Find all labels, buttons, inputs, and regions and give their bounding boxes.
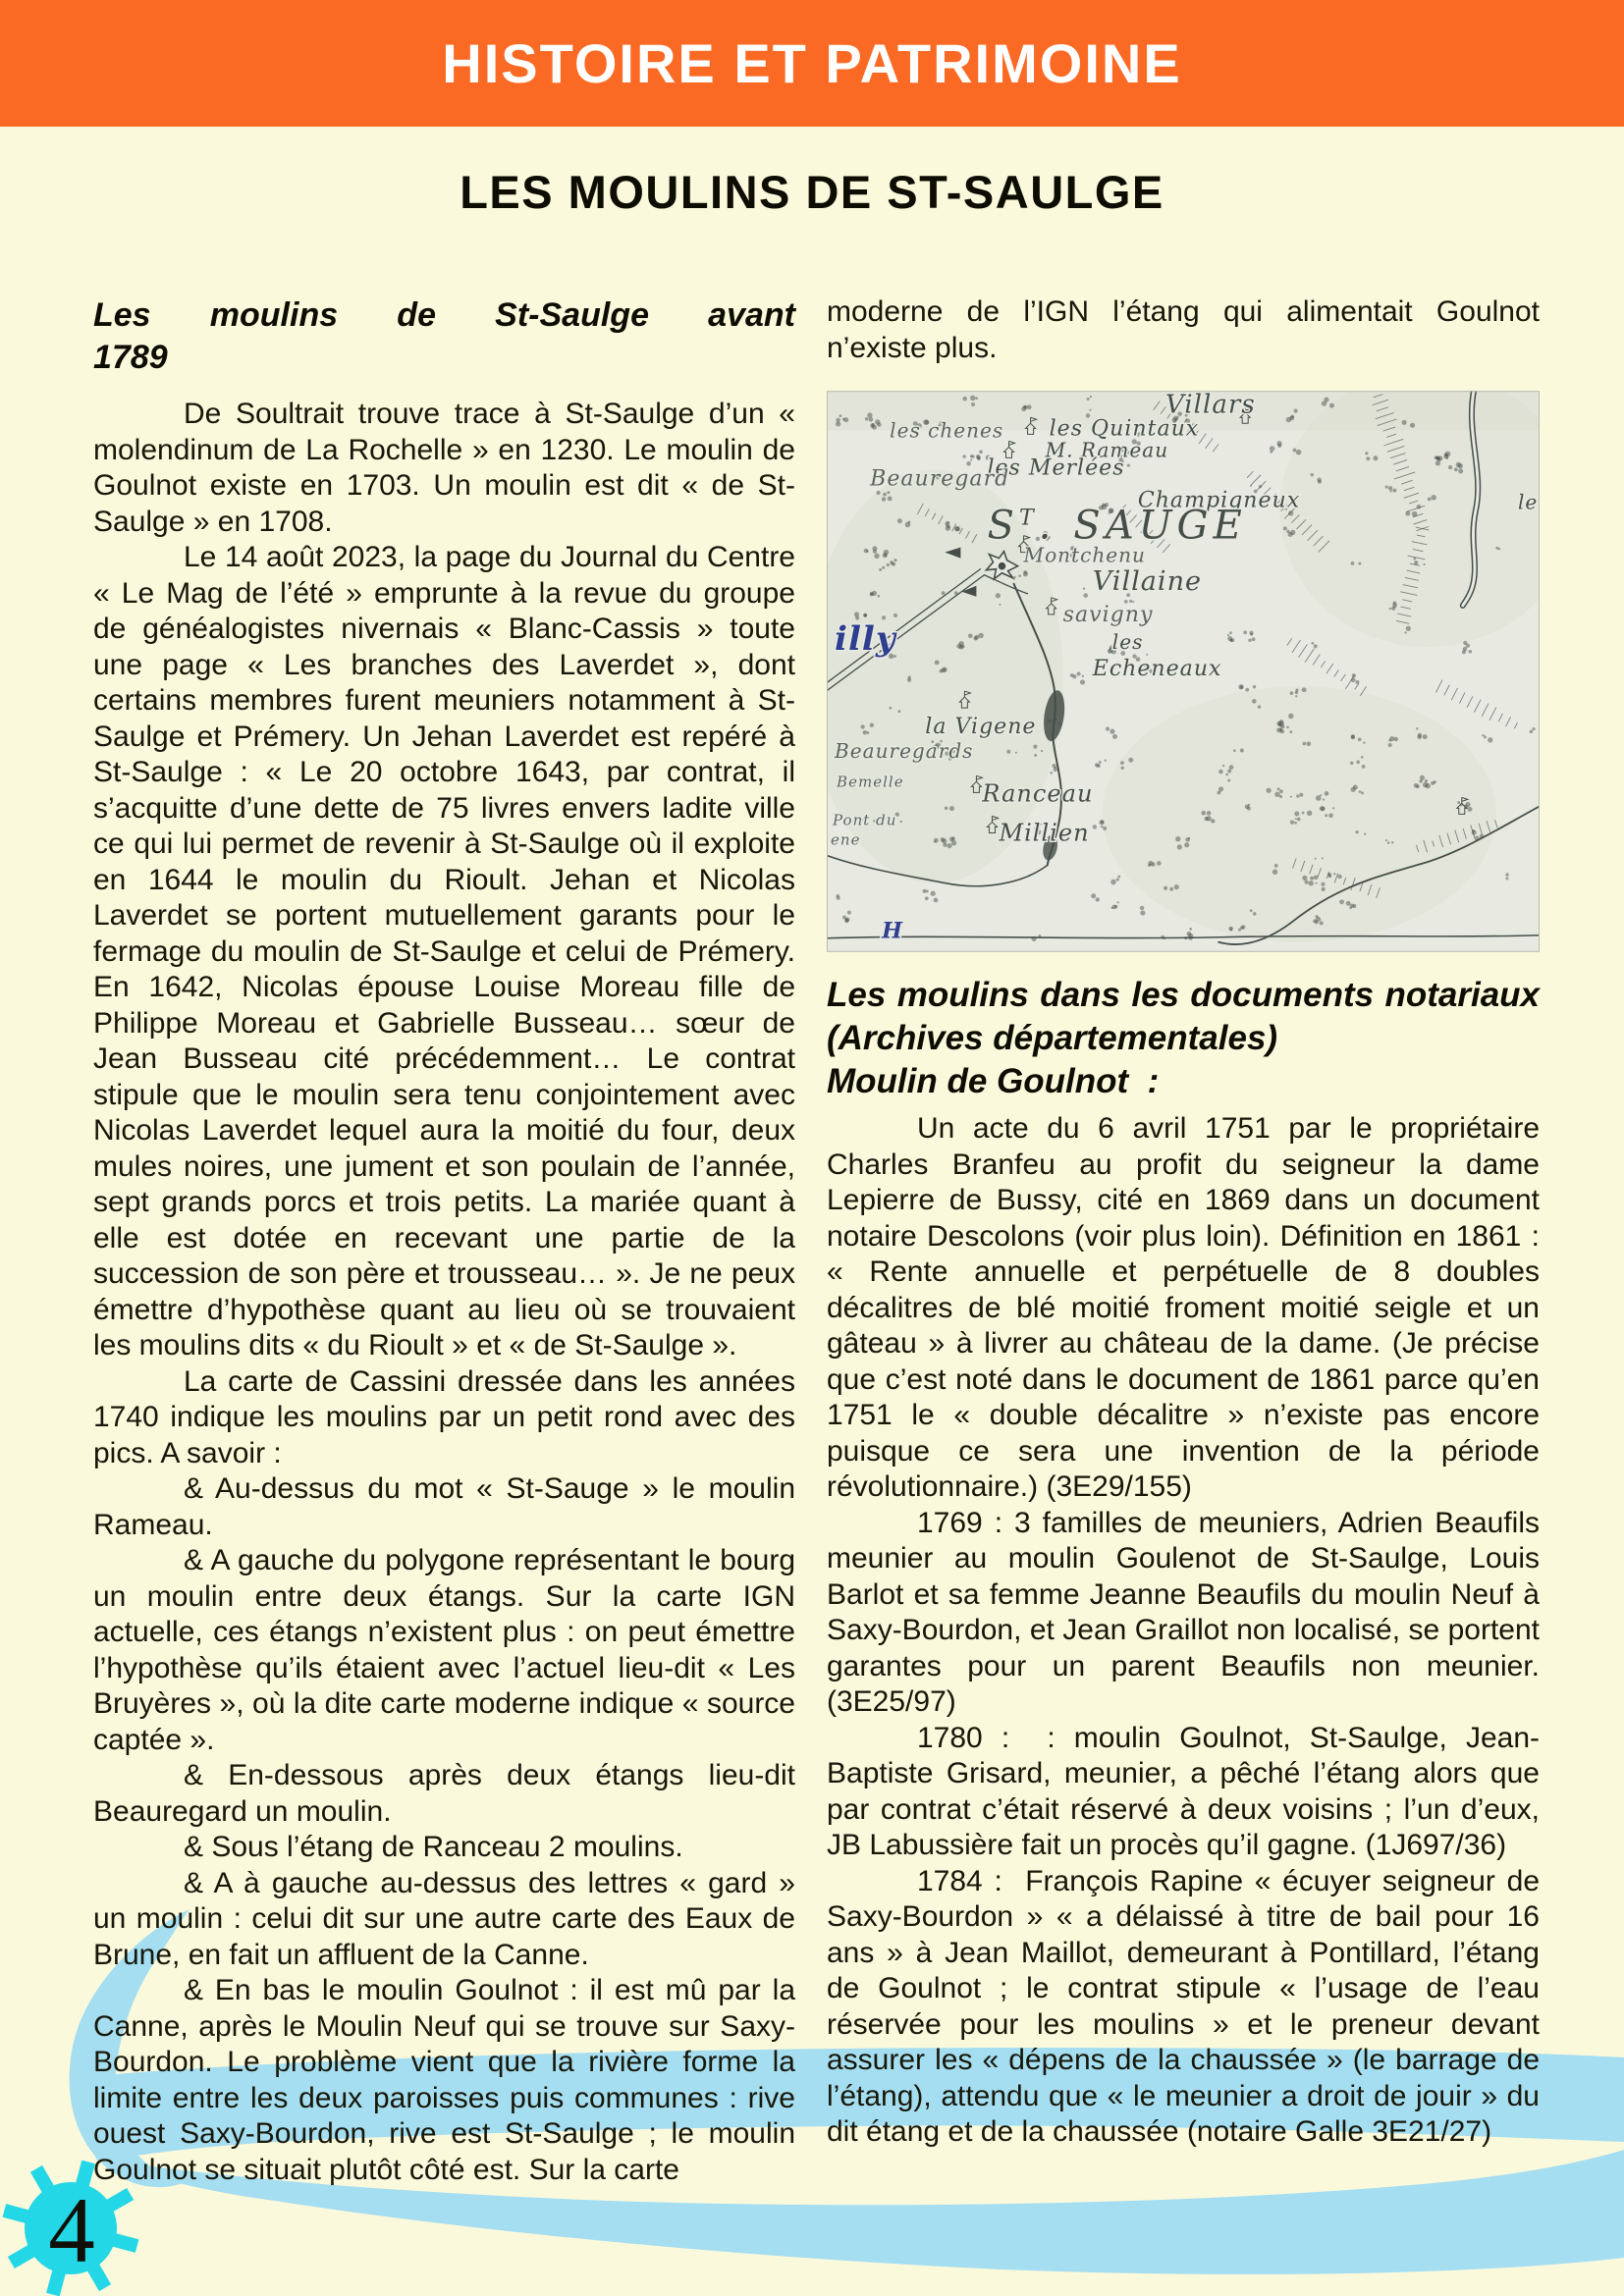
map-label: les Merlées bbox=[987, 455, 1125, 481]
map-label: illy bbox=[835, 618, 896, 659]
left-heading-line2: 1789 bbox=[93, 339, 168, 376]
paragraph: 1784 : François Rapine « écuyer seigneur de Saxy-Bourdon » « a délaissé à titre de bail pour 16 ans » à Jean Maillot, demeurant à Pontillard, l’étang de Goulnot ; le contrat stipule « l’usage de l’eau réservée pour les moulins » et le preneur devant assurer les « dépens de la chaussée » (le barrage de l’étang), attendu que « le meunier a droit de jouir » du dit étang et de la chaussée (notaire Galle 3E21/27) bbox=[827, 1864, 1540, 2148]
right-heading-line3: Moulin de Goulnot : bbox=[827, 1062, 1160, 1100]
map-label: savigny bbox=[1062, 602, 1154, 627]
map-label: Bemelle bbox=[837, 773, 904, 791]
page-number: 4 bbox=[48, 2178, 95, 2282]
paragraph: 1780 : : moulin Goulnot, St-Saulge, Jean-Baptiste Grisard, meunier, a pêché l’étang alors que par contrat c’était réservé à deux voisins ; l’un d’eux, JB Labussière fait un procès qu’il gagne. (1J697/36) bbox=[827, 1721, 1540, 1861]
intro-paragraph: moderne de l’IGN l’étang qui alimentait Goulnot n’existe plus. bbox=[827, 295, 1540, 364]
map-label: les chenes bbox=[890, 418, 1004, 443]
paragraph: & En-dessous après deux étangs lieu-dit Beauregard un moulin. bbox=[93, 1759, 795, 1828]
map-label: M. Rameau bbox=[1045, 438, 1169, 462]
map-label: Ranceau bbox=[982, 779, 1094, 808]
map-label: Pont du bbox=[833, 811, 897, 829]
map-label: Millien bbox=[999, 819, 1090, 847]
map-label: les Quintaux bbox=[1049, 416, 1200, 442]
map-label: la Vigene bbox=[925, 715, 1037, 740]
paragraph: De Soultrait trouve trace à St-Saulge d’un « molendinum de La Rochelle » en 1230. Le moulin de Goulnot existe en 1703. Un moulin est dit « de St-Saulge » en 1708. bbox=[93, 398, 795, 538]
left-heading bbox=[93, 294, 795, 379]
map-label: Villaine bbox=[1092, 565, 1203, 597]
right-heading-line2: (Archives départementales) bbox=[827, 1019, 1278, 1057]
right-heading-line1: Les moulins dans les documents notariaux bbox=[827, 976, 1540, 1014]
paragraph: Le 14 août 2023, la page du Journal du Centre « Le Mag de l’été » emprunte à la revue du groupe de généalogistes nivernais « Blanc-Cassis » toute une page « Les branches des Laverdet », dont certains membres furent meuniers notamment à St-Saulge et Prémery. Un Jehan Laverdet est repéré à St-Saulge : « Le 20 octobre 1643, par contrat, il s’acquitte d’une dette de 75 livres envers ladite ville ce qui lui permet de revenir à St-Saulge où il exploite en 1644 le moulin du Rioult. Jehan et Nicolas Laverdet se portent mutuellement garants pour le fermage du moulin de St-Saulge et celui de Prémery. En 1642, Nicolas épouse Louise Moreau fille de Philippe Moreau et Gabrielle Busseau… sœur de Jean Busseau cité précédemment… Le contrat stipule que le moulin sera tenu conjointement avec Nicolas Laverdet lequel aura la moitié du four, deux mules noires, une jument et son poulain de l’année, sept grands porcs et trois petits. La mariée quant à elle est dotée en recevant une partie de la succession de son père et trousseau… ». Je ne peux émettre d’hypothèse quant au lieu où se trouvaient les moulins dits « du Rioult » et « de St-Saulge ». bbox=[93, 541, 795, 1362]
map-label: Villars bbox=[1164, 391, 1256, 420]
left-paragraphs bbox=[93, 397, 795, 2188]
page-number-badge bbox=[0, 2156, 147, 2296]
map-label: ene bbox=[831, 830, 861, 849]
paragraph: & En bas le moulin Goulnot : il est mû par la Canne, après le Moulin Neuf qui se trouve sur Saxy-Bourdon. Le problème vient que la rivière forme la limite entre les deux paroisses puis communes : rive ouest Saxy-Bourdon, rive est St-Saulge ; le moulin Goulnot se situait plutôt côté est. Sur la carte bbox=[93, 1974, 795, 2186]
map-label: Champigneux bbox=[1137, 488, 1301, 513]
map-label: Beauregard bbox=[870, 466, 1010, 492]
left-heading-line1: Les moulins de St-Saulge avant bbox=[93, 296, 795, 334]
paragraph: & A à gauche au-dessus des lettres « gard » un moulin : celui dit sur une autre carte des Eaux de Brune, en fait un affluent de la Canne. bbox=[93, 1866, 795, 1971]
paragraph: 1769 : 3 familles de meuniers, Adrien Beaufils meunier au moulin Goulenot de St-Saulge, Louis Barlot et sa femme Jeanne Beaufils du moulin Neuf à Saxy-Bourdon, et Jean Graillot non localisé, se portent garantes pour un parent Beaufils non meunier. (3E25/97) bbox=[827, 1506, 1540, 1718]
cassini-map bbox=[827, 391, 1540, 952]
paragraph: & Au-dessus du mot « St-Sauge » le moulin Rameau. bbox=[93, 1472, 795, 1541]
article-title: LES MOULINS DE ST-SAULGE bbox=[460, 166, 1164, 218]
right-column bbox=[827, 294, 1540, 2151]
map-label: Montchenu bbox=[1023, 543, 1146, 567]
cassini-map-image bbox=[827, 391, 1540, 952]
map-label: H bbox=[882, 918, 903, 944]
map-label: Echeneaux bbox=[1092, 657, 1222, 682]
map-label: Beauregards bbox=[835, 739, 974, 764]
map-label: le bbox=[1517, 490, 1539, 514]
left-column bbox=[93, 294, 795, 2188]
map-label: les bbox=[1111, 629, 1144, 654]
paragraph: Un acte du 6 avril 1751 par le propriétaire Charles Branfeu au profit du seigneur la dame Lepierre de Bussy, cité en 1869 dans un document notaire Descolons (voir plus loin). Définition en 1861 : « Rente annuelle et perpétuelle de 8 doubles décalitres de blé moitié froment moitié seigle et un gâteau » à livrer au château de la dame. (Je précise que c’est noté dans le document de 1861 parce qu’en 1751 le « double décalitre » n’existe pas encore puisque ce sera une invention de la période révolutionnaire.) (3E29/155) bbox=[827, 1112, 1540, 1503]
header-banner bbox=[0, 0, 1624, 127]
right-heading bbox=[827, 974, 1540, 1103]
paragraph: La carte de Cassini dressée dans les années 1740 indique les moulins par un petit rond avec des pics. A savoir : bbox=[93, 1364, 795, 1469]
right-paragraphs bbox=[827, 1111, 1540, 2151]
map-label: $S^T$. SAUGE bbox=[987, 503, 1247, 549]
banner-title: HISTOIRE ET PATRIMOINE bbox=[442, 32, 1182, 94]
paragraph: & A gauche du polygone représentant le bourg un moulin entre deux étangs. Sur la carte IGN actuelle, ces étangs n’existent plus : on peut émettre l’hypothèse qu’ils étaient avec l’actuel lieu-dit « Les Bruyères », où la dite carte moderne indique « source captée ». bbox=[93, 1544, 795, 1756]
paragraph: & Sous l’étang de Ranceau 2 moulins. bbox=[184, 1831, 683, 1863]
